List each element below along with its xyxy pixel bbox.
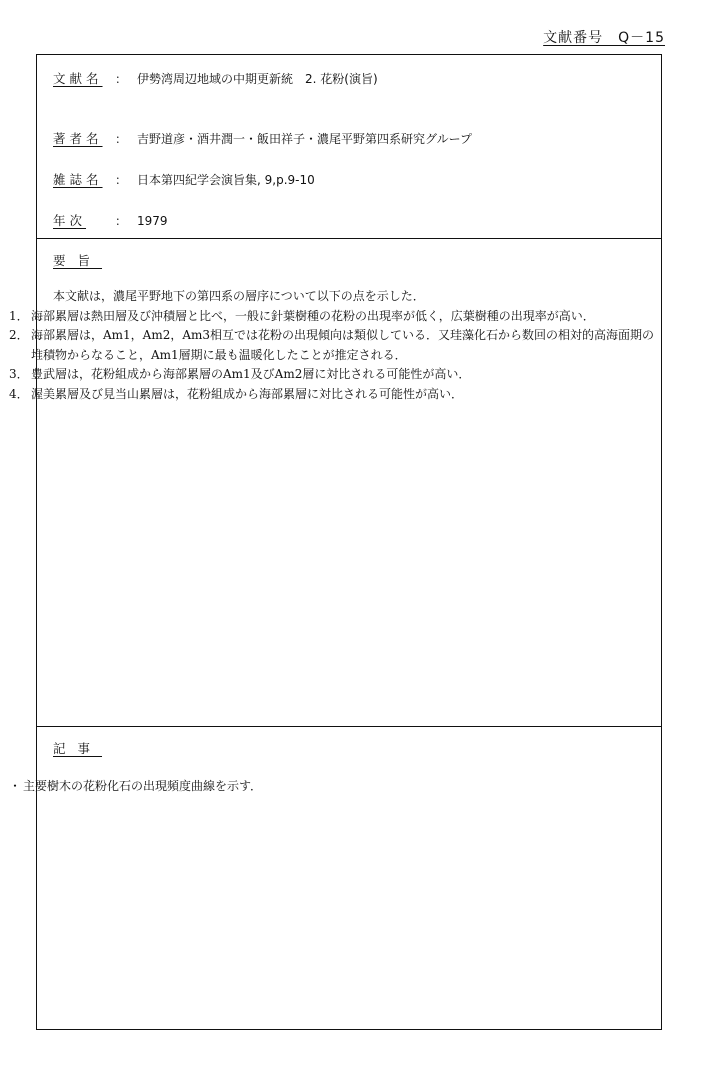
bibliographic-section bbox=[37, 55, 661, 239]
year-colon: ： bbox=[115, 214, 128, 228]
notes-item bbox=[7, 777, 655, 796]
abstract-item-number: 3． bbox=[9, 367, 29, 381]
journal-label: 雑誌名 bbox=[53, 172, 103, 187]
authors-field bbox=[53, 129, 651, 147]
abstract-item-text: 豊武層は，花粉組成から海部累層のAm1及びAm2層に対比される可能性が高い． bbox=[31, 367, 471, 381]
abstract-item-2 bbox=[7, 326, 655, 365]
title-colon: ： bbox=[115, 72, 128, 86]
abstract-heading: 要旨 bbox=[53, 253, 103, 268]
notes-section bbox=[9, 727, 661, 1029]
journal-colon: ： bbox=[115, 173, 128, 187]
document-number: 文献番号 Q－15 bbox=[543, 30, 665, 46]
journal-field bbox=[53, 170, 651, 188]
notes-heading: 記事 bbox=[53, 741, 103, 756]
abstract-item-3 bbox=[7, 365, 655, 385]
authors-value: 吉野道彦・酒井潤一・飯田祥子・濃尾平野第四系研究グループ bbox=[137, 132, 473, 146]
abstract-intro: 本文献は，濃尾平野地下の第四系の層序について以下の点を示した． bbox=[53, 289, 425, 303]
title-value: 伊勢湾周辺地域の中期更新統 2. 花粉(演旨) bbox=[137, 72, 378, 86]
abstract-item-text: 海部累層は熱田層及び沖積層と比べ，一般に針葉樹種の花粉の出現率が低く，広葉樹種の出現率が高い． bbox=[31, 308, 595, 323]
notes-item-text: 主要樹木の花粉化石の出現頻度曲線を示す． bbox=[23, 779, 263, 793]
abstract-section bbox=[9, 239, 661, 727]
title-label: 文献名 bbox=[53, 71, 103, 86]
authors-colon: ： bbox=[115, 132, 128, 146]
abstract-item-number: 4． bbox=[9, 386, 29, 401]
record-card bbox=[9, 54, 662, 1030]
abstract-item-number: 1． bbox=[9, 308, 29, 323]
abstract-body bbox=[7, 287, 655, 404]
abstract-item-number: 2． bbox=[9, 328, 29, 342]
notes-body bbox=[7, 777, 655, 796]
abstract-item-1 bbox=[7, 307, 655, 327]
abstract-item-text: 海部累層は，Am1，Am2，Am3相互では花粉の出現傾向は類似している．又珪藻化石から数回の相対的高海面期の堆積物からなること，Am1層期に最も温暖化したことが推定される． bbox=[31, 328, 655, 362]
authors-label: 著者名 bbox=[53, 131, 103, 146]
journal-value: 日本第四紀学会演旨集, 9,p.9-10 bbox=[137, 173, 315, 187]
notes-item-bullet: ・ bbox=[9, 779, 22, 793]
year-value: 1979 bbox=[137, 214, 168, 228]
abstract-item-text: 渥美累層及び見当山累層は，花粉組成から海部累層に対比される可能性が高い． bbox=[31, 386, 464, 401]
year-field bbox=[53, 211, 651, 229]
abstract-item-4 bbox=[7, 385, 655, 405]
year-label: 年次 bbox=[53, 213, 87, 228]
title-field bbox=[53, 69, 651, 87]
